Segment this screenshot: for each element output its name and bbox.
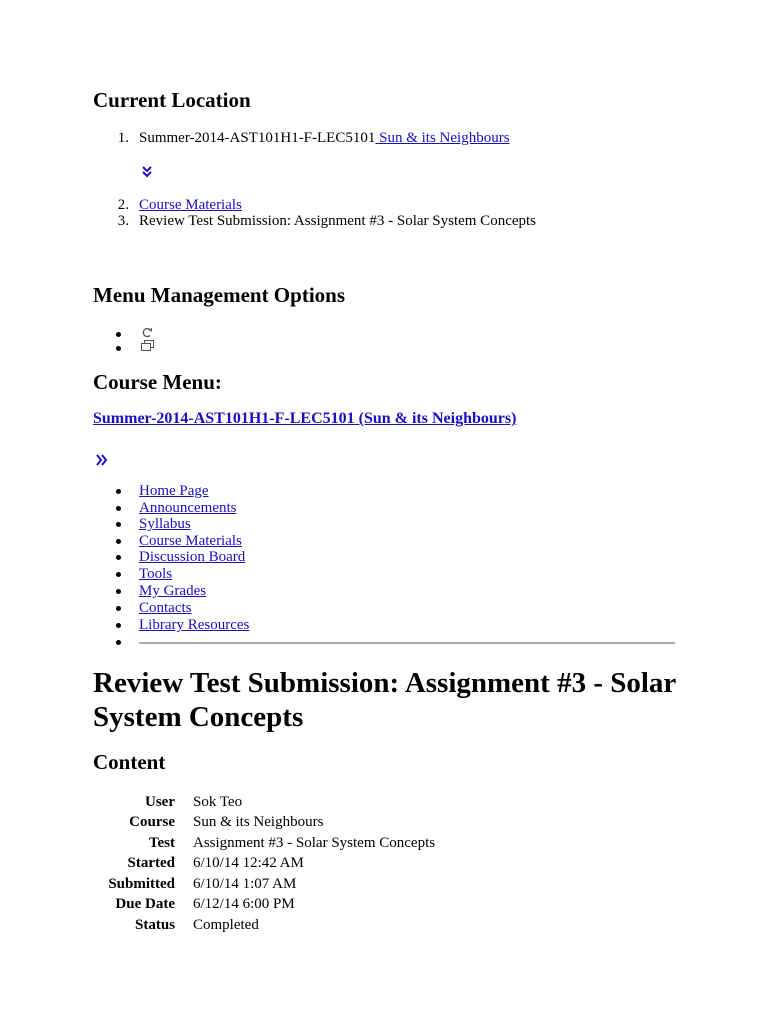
course-menu-announcements[interactable]: Announcements	[139, 500, 237, 516]
course-menu-tools[interactable]: Tools	[139, 566, 173, 582]
content-heading: Content	[93, 750, 166, 774]
refresh-icon[interactable]	[141, 326, 154, 339]
course-menu-course-materials[interactable]: Course Materials	[139, 533, 242, 549]
breadcrumb-course-code: Summer-2014-AST101H1-F-LEC5101	[139, 130, 376, 146]
course-menu-heading: Course Menu:	[93, 370, 222, 394]
course-menu-home-page[interactable]: Home Page	[139, 483, 209, 499]
course-menu-contacts[interactable]: Contacts	[139, 600, 192, 616]
breadcrumb-course-materials-link[interactable]: Course Materials	[139, 197, 242, 213]
course-menu-syllabus[interactable]: Syllabus	[139, 516, 191, 532]
menu-divider	[139, 642, 675, 644]
course-title-link[interactable]: Summer-2014-AST101H1-F-LEC5101 (Sun & its Neighbours)	[93, 410, 517, 427]
chevron-double-down-icon[interactable]	[140, 165, 154, 179]
course-menu-discussion-board[interactable]: Discussion Board	[139, 549, 246, 565]
course-menu-library-resources[interactable]: Library Resources	[139, 617, 250, 633]
breadcrumb-course-link[interactable]: Sun & its Neighbours	[375, 130, 510, 146]
chevron-double-right-icon[interactable]	[95, 453, 109, 467]
menu-management-heading: Menu Management Options	[93, 283, 345, 307]
course-menu-my-grades[interactable]: My Grades	[139, 583, 207, 599]
current-location-heading: Current Location	[93, 88, 251, 112]
window-icon[interactable]	[141, 340, 155, 352]
page-title: Review Test Submission: Assignment #3 - Solar System Concepts	[93, 667, 676, 733]
